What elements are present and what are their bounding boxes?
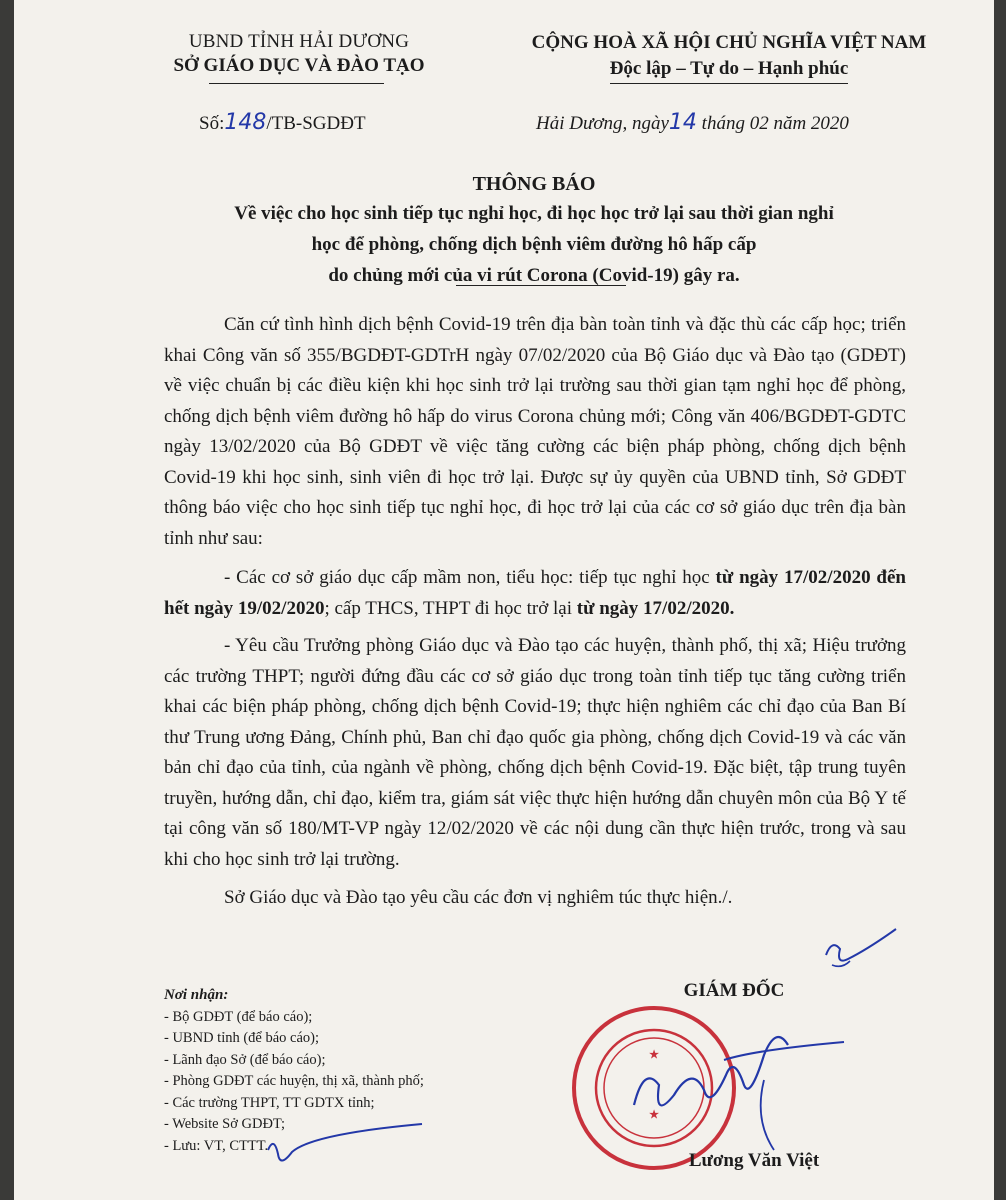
place-date-day-handwritten: 14	[668, 110, 697, 135]
p2-text-c: ; cấp THCS, THPT đi học trở lại	[324, 597, 577, 619]
doc-number-suffix: /TB-SGDĐT	[266, 113, 366, 134]
body-paragraph-2	[164, 563, 906, 624]
doc-number-prefix: Số:	[199, 113, 225, 134]
document-number	[199, 110, 366, 135]
subject-line-2: học để phòng, chống dịch bệnh viêm đường hô hấp cấp	[311, 234, 757, 255]
national-header	[489, 30, 969, 84]
p2-bold-return-date: từ ngày 17/02/2020.	[576, 597, 735, 619]
archive-initial-icon	[264, 1120, 424, 1175]
handwritten-signature-icon	[574, 1010, 874, 1170]
recipient-item: - Website Sở GDĐT;	[164, 1116, 286, 1132]
agency-line-2: SỞ GIÁO DỤC VÀ ĐÀO TẠO	[173, 55, 425, 76]
body-paragraph-4: Sở Giáo dục và Đào tạo yêu cầu các đơn vị nghiêm túc thực hiện./.	[224, 887, 733, 908]
document-page	[14, 0, 994, 1200]
subject-line-1: Về việc cho học sinh tiếp tục nghỉ học, đi học học trở lại sau thời gian nghỉ	[234, 203, 834, 224]
svg-text:★: ★	[649, 1108, 659, 1121]
subject-underline	[456, 285, 626, 286]
recipient-item: - Các trường THPT, TT GDTX tỉnh;	[164, 1094, 375, 1111]
recipient-item: - Phòng GDĐT các huyện, thị xã, thành phố;	[164, 1073, 424, 1089]
recipient-item: - UBND tỉnh (để báo cáo);	[164, 1030, 320, 1046]
p2-bold-dates: từ ngày 17/02/2020 đến hết ngày 19/02/2020	[164, 567, 906, 619]
nation-name: CỘNG HOÀ XÃ HỘI CHỦ NGHĨA VIỆT NAM	[531, 32, 927, 53]
subject-line-3: do chủng mới của vi rút Corona (Covid-19) gây ra.	[328, 265, 740, 286]
national-motto: Độc lập – Tự do – Hạnh phúc	[610, 56, 849, 84]
initial-mark-icon	[814, 925, 904, 975]
place-date-suffix: tháng 02 năm 2020	[701, 113, 849, 134]
document-title: THÔNG BÁO	[472, 173, 596, 195]
agency-underline	[209, 83, 384, 84]
recipient-item: - Lãnh đạo Sở (để báo cáo);	[164, 1051, 326, 1068]
place-date-prefix: Hải Dương, ngày	[536, 113, 669, 134]
recipient-item: - Bộ GDĐT (để báo cáo);	[164, 1008, 313, 1025]
document-body	[164, 310, 906, 914]
p2-text-a: - Các cơ sở giáo dục cấp mầm non, tiểu học: tiếp tục nghỉ học	[224, 567, 716, 588]
signer-name: Lương Văn Việt	[688, 1150, 820, 1171]
doc-number-handwritten: 148	[224, 110, 267, 135]
body-paragraph-1: Căn cứ tình hình dịch bệnh Covid-19 trên địa bàn toàn tỉnh và đặc thù các cấp học; triển khai Công văn số 355/BGDĐT-GDTrH ngày 07/02/2020 của Bộ Giáo dục và Đào tạo (GDĐT) về việc chuẩn bị các điều kiện khi học sinh trở lại trường sau thời gian tạm nghỉ học để phòng, chống dịch bệnh viêm đường hô hấp do virus Corona chủng mới; Công văn 406/BGDĐT-GDTC ngày 13/02/2020 của Bộ GDĐT về việc tăng cường các biện pháp phòng, chống dịch bệnh Covid-19 khi học sinh, sinh viên đi học trở lại. Được sự ủy quyền của UBND tỉnh, Sở GDĐT thông báo việc cho học sinh tiếp tục nghỉ học, đi học trở lại của các cơ sở giáo dục trên địa bàn tỉnh như sau:	[164, 314, 906, 549]
body-paragraph-3: - Yêu cầu Trưởng phòng Giáo dục và Đào tạo các huyện, thành phố, thị xã; Hiệu trưởng các trường THPT; người đứng đầu các cơ sở giáo dục trong toàn tỉnh tiếp tục tăng cường triển khai các biện pháp phòng, chống dịch bệnh Covid-19; thực hiện nghiêm các chỉ đạo của Ban Bí thư Trung ương Đảng, Chính phủ, Ban chỉ đạo quốc gia phòng, chống dịch Covid-19 và các văn bản chỉ đạo của tỉnh, của ngành về phòng, chống dịch bệnh Covid-19. Đặc biệt, tập trung tuyên truyền, hướng dẫn, chỉ đạo, kiểm tra, giám sát việc thực hiện hướng dẫn chuyên môn của Bộ Y tế tại công văn số 180/MT-VP ngày 12/02/2020 về các nội dung cần thực hiện trước, trong và sau khi cho học sinh trở lại trường.	[164, 635, 906, 870]
signer-title: GIÁM ĐỐC	[683, 980, 785, 1001]
document-subject	[164, 198, 904, 291]
place-date	[536, 110, 849, 135]
recipients-heading: Nơi nhận:	[164, 987, 229, 1003]
issuing-agency	[129, 30, 469, 78]
svg-text:★: ★	[649, 1048, 659, 1061]
agency-line-1: UBND TỈNH HẢI DƯƠNG	[188, 31, 410, 52]
recipient-item: - Lưu: VT, CTTT.	[164, 1137, 269, 1154]
